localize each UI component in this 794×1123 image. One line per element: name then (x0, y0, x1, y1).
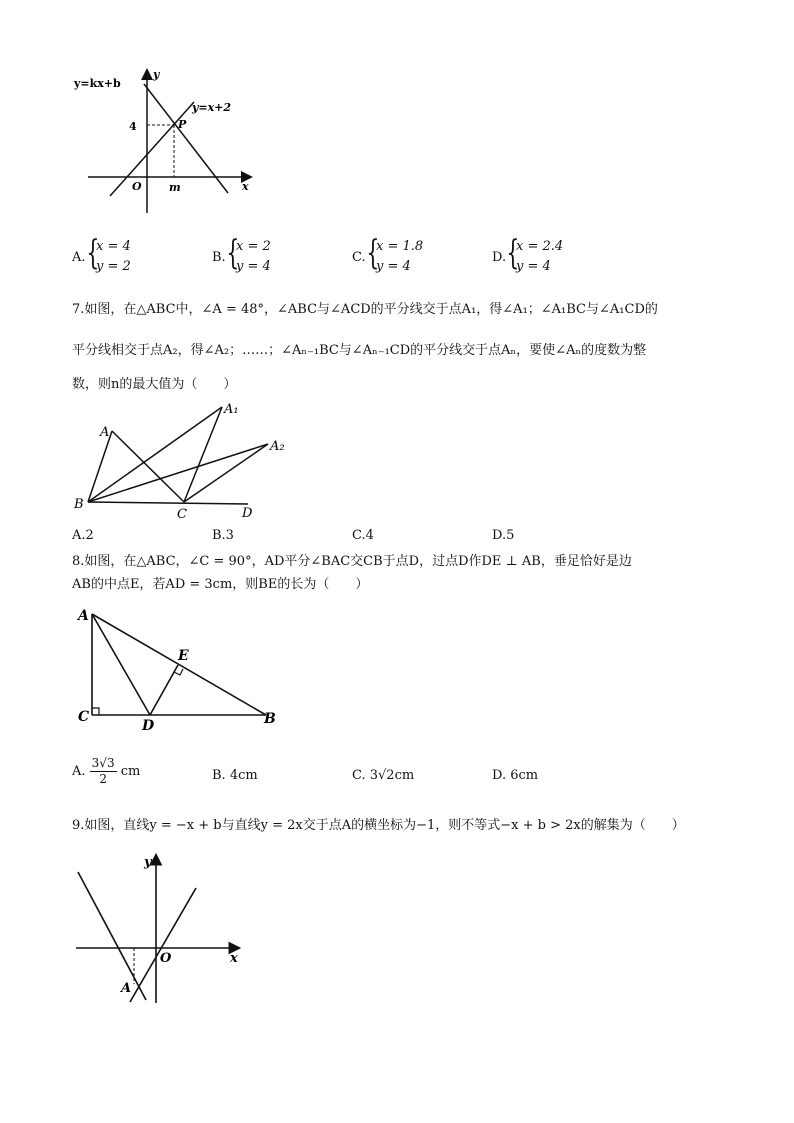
equation-system (376, 237, 423, 277)
q8-option-c: C. 3√2cm (352, 768, 415, 783)
equation-line: y = 4 (376, 259, 411, 274)
equation-line: y = 4 (516, 259, 551, 274)
point-p-label: P (178, 118, 187, 131)
label-b: B (264, 711, 276, 727)
equation-line: x = 4 (96, 239, 131, 254)
option-label: D. (492, 250, 507, 265)
y-axis-label: y (144, 855, 152, 870)
q8-option-d: D. 6cm (492, 768, 539, 783)
origin-label: O (132, 180, 142, 193)
equation-system (236, 237, 271, 277)
label-a2: A₂ (270, 439, 285, 454)
label-d: D (242, 506, 253, 521)
q7-option-a: A.2 (72, 528, 94, 543)
q8-figure (70, 604, 290, 734)
option-label: A. (72, 764, 86, 779)
equation-line: y = 2 (96, 259, 131, 274)
fraction-numerator: 3√3 (91, 756, 115, 770)
q7-text-line2: 平分线相交于点A₂，得∠A₂；……；∠Aₙ₋₁BC与∠Aₙ₋₁CD的平分线交于点Aₙ，要使∠Aₙ的度数为整 (72, 343, 647, 358)
segment-bd (88, 502, 248, 504)
q9-text-line1: 9.如图，直线y = −x + b与直线y = 2x交于点A的横坐标为−1，则不等式−x + b > 2x的解集为（ ） (72, 818, 685, 833)
x-axis-label: x (230, 951, 238, 966)
label-b: B (74, 497, 84, 512)
right-angle-c (92, 708, 99, 715)
fraction (90, 756, 117, 787)
line-x-plus-2 (110, 102, 194, 196)
line1-label: y=kx+b (74, 77, 121, 90)
q8-text-line2: AB的中点E，若AD = 3cm，则BE的长为（ ） (72, 577, 369, 592)
fraction-denominator: 2 (99, 772, 107, 786)
line-2x (130, 888, 196, 1002)
q7-figure (70, 398, 300, 523)
brace: { (86, 233, 100, 273)
equation-system (96, 237, 131, 277)
q7-option-c: C.4 (352, 528, 374, 543)
option-label: C. (352, 250, 366, 265)
label-a1: A₁ (224, 402, 239, 417)
q7-option-d: D.5 (492, 528, 515, 543)
segment-ba1 (88, 407, 222, 502)
segment-ba2 (88, 444, 268, 502)
option-label: B. (212, 250, 226, 265)
segment-a2c (184, 444, 268, 502)
equation-line: x = 1.8 (376, 239, 424, 254)
label-d: D (142, 718, 155, 734)
equation-system (516, 237, 563, 277)
y-axis-label: y (153, 68, 160, 81)
segment-ad (92, 614, 150, 715)
brace: { (226, 233, 240, 273)
label-a: A (78, 608, 89, 624)
x-axis-label: x (242, 180, 249, 193)
line2-label: y=x+2 (192, 101, 232, 114)
segment-ab (92, 614, 266, 715)
q8-option-b: B. 4cm (212, 768, 258, 783)
segment-ba (88, 431, 112, 502)
q8-text-line1: 8.如图，在△ABC，∠C = 90°，AD平分∠BAC交CB于点D，过点D作DE ⊥ AB，垂足恰好是边 (72, 554, 632, 569)
origin-label: O (160, 951, 172, 966)
y-value-label: 4 (129, 120, 137, 133)
label-e: E (178, 648, 189, 664)
brace: { (366, 233, 380, 273)
q6-figure (70, 68, 260, 218)
q9-figure (70, 850, 250, 1005)
equation-line: x = 2 (236, 239, 271, 254)
q7-option-b: B.3 (212, 528, 234, 543)
equation-line: x = 2.4 (516, 239, 564, 254)
q7-text-line1: 7.如图，在△ABC中，∠A = 48°，∠ABC与∠ACD的平分线交于点A₁，得∠A₁；∠A₁BC与∠A₁CD的 (72, 302, 658, 317)
option-label: A. (72, 250, 86, 265)
label-c: C (177, 507, 187, 522)
unit: cm (120, 764, 141, 779)
q8-option-a (72, 756, 140, 787)
point-a-label: A (121, 981, 132, 996)
line-neg-x-plus-b (78, 872, 146, 1000)
equation-line: y = 4 (236, 259, 271, 274)
brace: { (506, 233, 520, 273)
q7-text-line3: 数，则n的最大值为（ ） (72, 377, 237, 392)
label-a: A (100, 425, 110, 440)
x-value-label: m (169, 181, 181, 194)
label-c: C (78, 709, 90, 725)
